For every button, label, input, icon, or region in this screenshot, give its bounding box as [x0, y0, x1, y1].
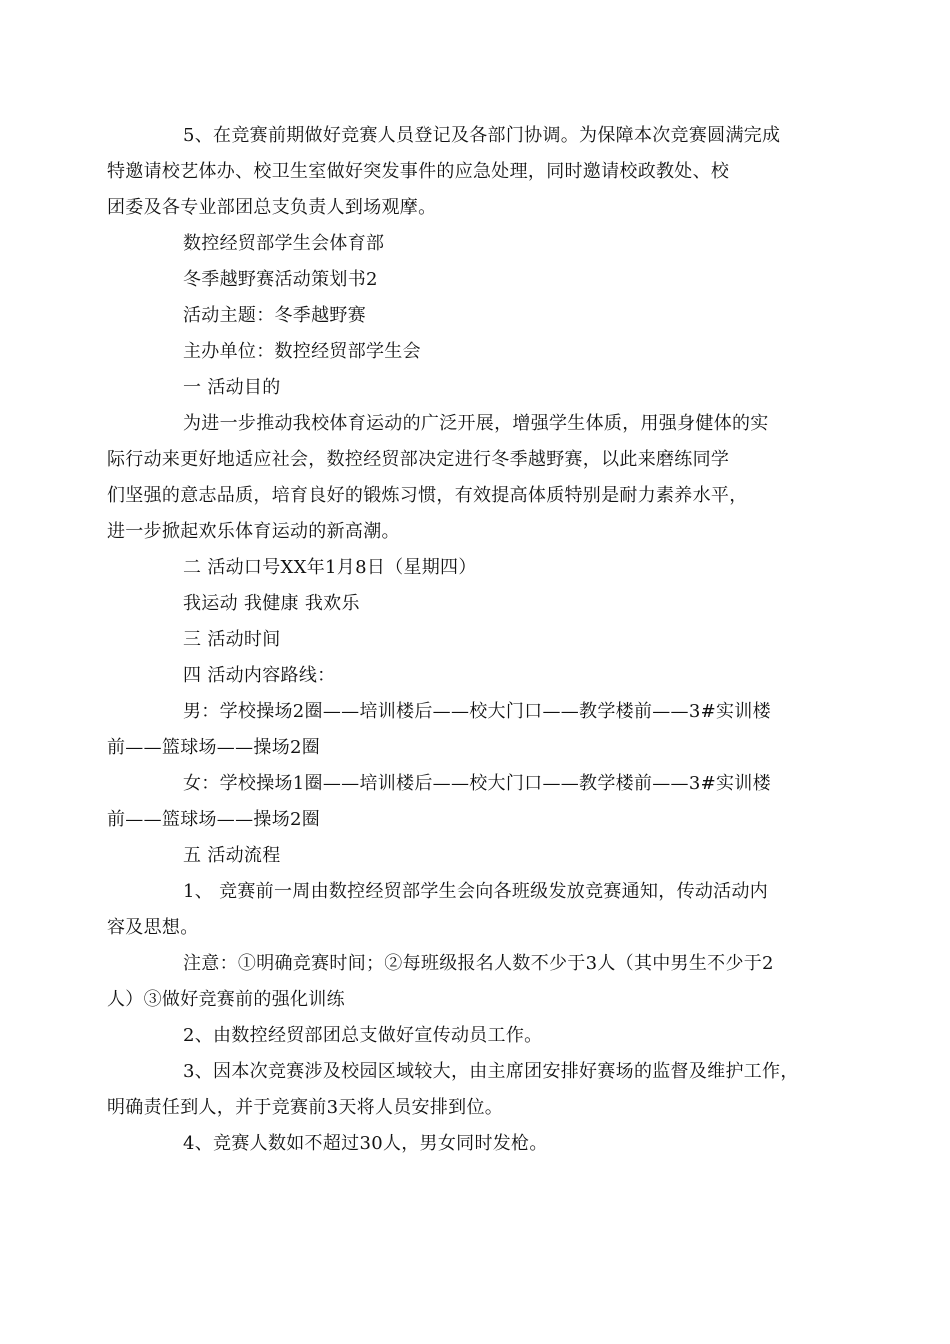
section-heading-route	[145, 658, 815, 694]
text-line: 为进一步推动我校体育运动的广泛开展，增强学生体质，用强身健体的实	[183, 413, 769, 434]
text-line: 们坚强的意志品质，培育良好的锻炼习惯，有效提高体质特别是耐力素养水平，	[107, 485, 748, 506]
activity-theme	[145, 298, 815, 334]
text-line: 际行动来更好地适应社会，数控经贸部决定进行冬季越野赛，以此来磨练同学	[107, 449, 730, 470]
route-female	[107, 766, 815, 838]
text-line: 注意：①明确竞赛时间；②每班级报名人数不少于3人（其中男生不少于2	[183, 953, 774, 974]
text-line: 5、在竞赛前期做好竞赛人员登记及各部门协调。为保障本次竞赛圆满完成	[183, 125, 781, 146]
section-heading-time	[145, 622, 815, 658]
text-line: 前——篮球场——操场2圈	[107, 809, 321, 830]
process-step-1	[107, 874, 815, 946]
section-heading-process	[145, 838, 815, 874]
text-line: 明确责任到人，并于竞赛前3天将人员安排到位。	[107, 1097, 504, 1118]
text-line: 主办单位：数控经贸部学生会	[183, 341, 421, 362]
text-line: 活动主题：冬季越野赛	[183, 305, 366, 326]
text-line: 容及思想。	[107, 917, 199, 938]
text-line: 二 活动口号XX年1月8日（星期四）	[183, 557, 477, 578]
department-signature	[145, 226, 815, 262]
text-line: 前——篮球场——操场2圈	[107, 737, 321, 758]
text-line: 五 活动流程	[183, 845, 281, 866]
section-heading-purpose	[145, 370, 815, 406]
text-line: 4、竞赛人数如不超过30人，男女同时发枪。	[183, 1133, 548, 1154]
process-step-3	[107, 1054, 815, 1126]
purpose-paragraph	[107, 406, 815, 550]
text-line: 2、由数控经贸部团总支做好宣传动员工作。	[183, 1025, 543, 1046]
text-line: 团委及各专业部团总支负责人到场观摩。	[107, 197, 437, 218]
document-page	[107, 118, 815, 1162]
text-line: 人）③做好竞赛前的强化训练	[107, 989, 345, 1010]
text-line: 1、 竞赛前一周由数控经贸部学生会向各班级发放竞赛通知，传动活动内	[183, 881, 769, 902]
host-unit	[145, 334, 815, 370]
paragraph-item-5	[107, 118, 815, 226]
text-line: 四 活动内容路线：	[183, 665, 336, 686]
text-line: 3、因本次竞赛涉及校园区域较大，由主席团安排好赛场的监督及维护工作，	[183, 1061, 799, 1082]
text-line: 一 活动目的	[183, 377, 281, 398]
text-line: 我运动 我健康 我欢乐	[183, 593, 360, 614]
text-line: 数控经贸部学生会体育部	[183, 233, 385, 254]
text-line: 三 活动时间	[183, 629, 281, 650]
document-title	[145, 262, 815, 298]
route-male	[107, 694, 815, 766]
process-note	[107, 946, 815, 1018]
slogan	[145, 586, 815, 622]
text-line: 男：学校操场2圈——培训楼后——校大门口——教学楼前——3#实训楼	[183, 701, 771, 722]
text-line: 特邀请校艺体办、校卫生室做好突发事件的应急处理，同时邀请校政教处、校	[107, 161, 730, 182]
process-step-2	[145, 1018, 815, 1054]
section-heading-slogan	[145, 550, 815, 586]
text-line: 女：学校操场1圈——培训楼后——校大门口——教学楼前——3#实训楼	[183, 773, 771, 794]
text-line: 进一步掀起欢乐体育运动的新高潮。	[107, 521, 400, 542]
process-step-4	[145, 1126, 815, 1162]
text-line: 冬季越野赛活动策划书2	[183, 269, 378, 290]
